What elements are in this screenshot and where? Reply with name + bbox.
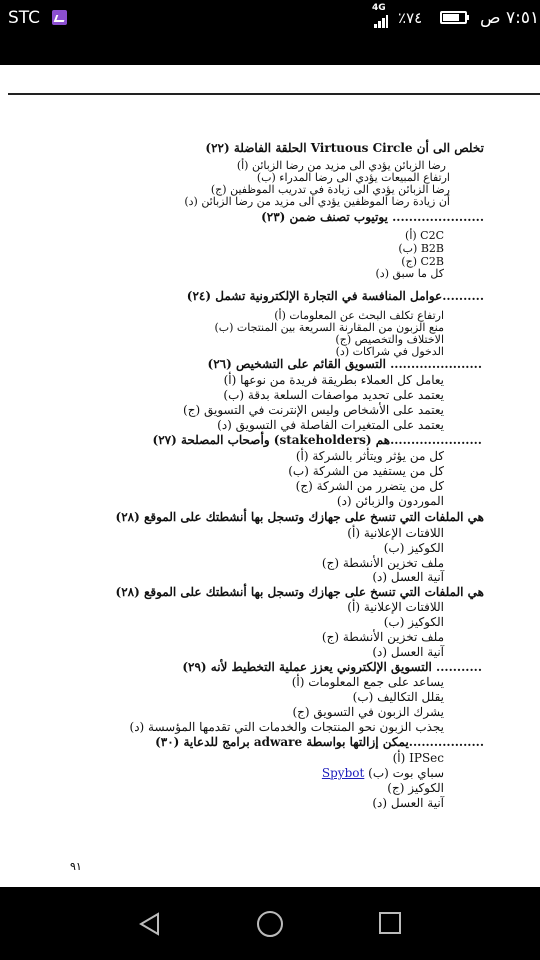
option-24-d: (د) الدخول في شراكات — [335, 345, 444, 358]
option-24-b: (ب) منع الزبون من المقارنة السريعة بين المنتجات — [214, 321, 444, 334]
option-22-b: (ب) ارتفاع المبيعات يؤدي الى رضا المدراء — [256, 171, 450, 184]
option-28r-b: (ب) الكوكيز — [383, 615, 444, 629]
gallery-notification-icon — [52, 10, 67, 25]
home-circle-icon[interactable] — [257, 911, 283, 937]
option-28r-a: (أ) اللافتات الإعلانية — [347, 600, 444, 614]
network-type: 4G — [372, 3, 386, 13]
option-23-a: (أ) C2C — [405, 229, 444, 242]
option-28-c: (ج) ملف تخزين الأنشطة — [321, 556, 444, 570]
back-triangle-icon[interactable] — [138, 912, 162, 936]
option-27-c: (ج) كل من يتضرر من الشركة — [295, 479, 444, 493]
option-29-b: (ب) يقلل التكاليف — [352, 690, 444, 704]
option-27-d: (د) الموردون والزبائن — [336, 494, 444, 508]
document-page — [0, 65, 540, 887]
clock: ٧:٥١ ص — [480, 8, 540, 28]
app-toolbar — [0, 38, 540, 65]
option-27-b: (ب) كل من يستفيد من الشركة — [288, 464, 444, 478]
option-26-d: (د) يعتمد على المتغيرات الفاصلة في التسويق — [217, 418, 444, 432]
option-23-c: (ج) C2B — [401, 255, 444, 268]
option-30-d: (د) آنية العسل — [372, 796, 444, 810]
option-26-b: (ب) يعتمد على تحديد مواصفات السلعة بدقة — [223, 388, 444, 402]
option-28r-c: (ج) ملف تخزين الأنشطة — [321, 630, 444, 644]
signal-icon — [374, 14, 388, 28]
battery-percentage: ٪٧٤ — [398, 9, 423, 27]
option-27-a: (أ) كل من يؤثر ويتأثر بالشركة — [295, 449, 444, 463]
option-30-b — [322, 766, 444, 780]
question-23: (٢٣) يوتيوب تصنف ضمن ...................... — [261, 210, 484, 224]
option-29-d: (د) يجذب الزبون نحو المنتجات والخدمات التي تقدمها المؤسسة — [129, 720, 444, 734]
question-28: (٢٨) هي الملفات التي تنسخ على جهازك وتسجل بها أنشطتك على الموقع — [115, 510, 484, 524]
option-23-b: (ب) B2B — [398, 242, 444, 255]
option-28r-d: (د) آنية العسل — [372, 645, 444, 659]
question-24: (٢٤) عوامل المنافسة في التجارة الإلكترونية تشمل.......... — [186, 289, 484, 303]
carrier-name: STC — [8, 8, 41, 28]
option-26-a: (أ) يعامل كل العملاء بطريقة فريدة من نوعها — [223, 373, 444, 387]
option-29-a: (أ) يساعد على جمع المعلومات — [291, 675, 444, 689]
option-22-d: (د) أن زيادة رضا الموظفين يؤدي الى مزيد من رضا الزبائن — [184, 195, 450, 208]
spybot-link[interactable]: Spybot — [321, 766, 365, 780]
question-26: (٢٦) التسويق القائم على التشخيص ...................... — [207, 357, 482, 371]
option-30-b-label: (ب) سباي بوت — [368, 766, 444, 780]
option-22-c: (ج) رضا الزبائن يؤدي الى زيادة في تدريب الموظفين — [210, 183, 450, 196]
question-28-repeat: (٢٨) هي الملفات التي تنسخ على جهازك وتسجل بها أنشطتك على الموقع — [115, 585, 484, 599]
battery-icon — [440, 11, 467, 24]
option-26-c: (ج) يعتمد على الأشخاص وليس الإنترنت في التسويق — [183, 403, 444, 417]
status-bar — [0, 0, 540, 38]
option-28-d: (د) آنية العسل — [372, 570, 444, 584]
header-rule — [8, 93, 540, 95]
option-28-a: (أ) اللافتات الإعلانية — [347, 526, 444, 540]
option-24-a: (أ) ارتفاع تكلف البحث عن المعلومات — [274, 309, 444, 322]
question-22: (٢٢) الحلقة الفاضلة Virtuous Circle تخلص الى أن — [205, 141, 484, 155]
option-22-a: (أ) رضا الزبائن يؤدي الى مزيد من رضا الزبائن — [236, 159, 446, 172]
option-30-a: (أ) IPSec — [392, 751, 444, 765]
option-23-d: (د) كل ما سبق — [375, 267, 444, 280]
question-29: (٢٩) التسويق الإلكتروني يعزز عملية التخطيط لأنه ........... — [182, 660, 482, 674]
recent-apps-square-icon[interactable] — [379, 912, 401, 934]
question-27: (٢٧) وأصحاب المصلحة (stakeholders) هم...................... — [152, 433, 482, 447]
option-29-c: (ج) يشرك الزبون في التسويق — [292, 705, 444, 719]
battery-tip — [467, 15, 469, 20]
option-30-c: (ج) الكوكيز — [387, 781, 444, 795]
question-30: (٣٠) برامج للدعاية adware يمكن إزالتها بواسطة.................. — [155, 735, 484, 749]
page-number: ٩١ — [70, 860, 82, 873]
option-24-c: (ج) الاختلاف والتخصيص — [335, 333, 444, 346]
option-28-b: (ب) الكوكيز — [383, 541, 444, 555]
